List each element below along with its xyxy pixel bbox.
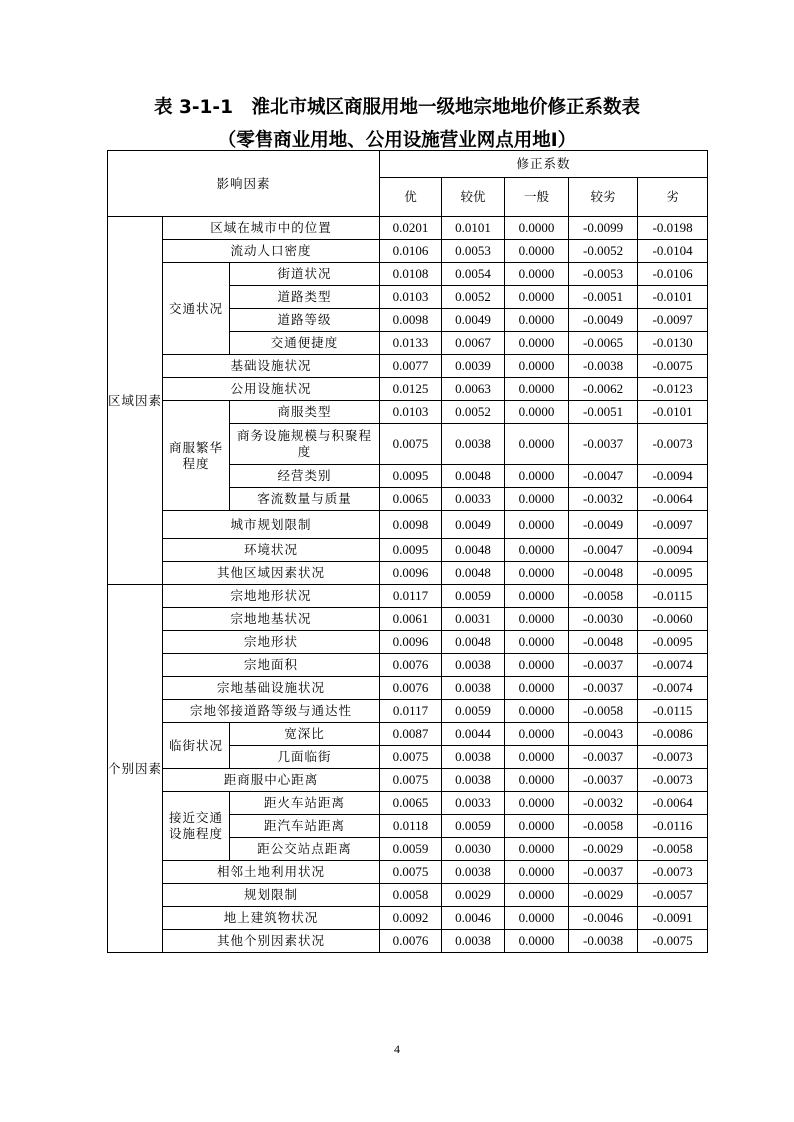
value-cell: -0.0095 [638,562,708,585]
value-cell: 0.0098 [380,511,442,539]
factor-label: 距火车站距离 [230,792,380,815]
value-cell: -0.0064 [638,792,708,815]
value-cell: -0.0058 [569,585,638,608]
value-cell: 0.0052 [442,286,505,309]
value-cell: 0.0065 [380,792,442,815]
value-cell: 0.0038 [442,654,505,677]
factor-label: 几面临街 [230,746,380,769]
value-cell: 0.0053 [442,240,505,263]
correction-coefficient-table [107,150,708,953]
value-cell: 0.0048 [442,465,505,488]
value-cell: 0.0000 [505,654,569,677]
value-cell: -0.0099 [569,217,638,240]
value-cell: 0.0000 [505,585,569,608]
value-cell: -0.0123 [638,378,708,401]
value-cell: 0.0030 [442,838,505,861]
value-cell: 0.0000 [505,217,569,240]
value-cell: 0.0095 [380,539,442,562]
value-cell: 0.0038 [442,746,505,769]
table-subtitle: （零售商业用地、公用设施营业网点用地Ⅰ） [217,130,577,151]
value-cell: 0.0117 [380,585,442,608]
factor-label: 相邻土地利用状况 [163,861,380,884]
value-cell: -0.0047 [569,465,638,488]
factor-label: 客流数量与质量 [230,488,380,511]
value-cell: 0.0096 [380,631,442,654]
value-cell: 0.0000 [505,465,569,488]
factor-label: 经营类别 [230,465,380,488]
value-cell: 0.0075 [380,861,442,884]
subgroup-frontage: 临街状况 [163,723,230,769]
factor-label: 宗地面积 [163,654,380,677]
value-cell: 0.0000 [505,401,569,424]
value-cell: -0.0051 [569,286,638,309]
value-cell: 0.0000 [505,355,569,378]
value-cell: -0.0091 [638,907,708,930]
value-cell: 0.0033 [442,488,505,511]
value-cell: 0.0000 [505,700,569,723]
factor-label: 道路类型 [230,286,380,309]
value-cell: 0.0065 [380,488,442,511]
value-cell: -0.0048 [569,562,638,585]
value-cell: 0.0000 [505,769,569,792]
factor-label: 宗地地形状况 [163,585,380,608]
value-cell: -0.0037 [569,424,638,465]
factor-label: 宽深比 [230,723,380,746]
value-cell: -0.0106 [638,263,708,286]
value-cell: -0.0095 [638,631,708,654]
value-cell: -0.0074 [638,654,708,677]
value-cell: 0.0029 [442,884,505,907]
value-cell: 0.0038 [442,930,505,953]
value-cell: 0.0117 [380,700,442,723]
value-cell: 0.0038 [442,677,505,700]
value-cell: -0.0058 [638,838,708,861]
factor-label: 其他个别因素状况 [163,930,380,953]
level-header: 较劣 [569,178,638,217]
value-cell: 0.0061 [380,608,442,631]
value-cell: -0.0062 [569,378,638,401]
value-cell: -0.0029 [569,884,638,907]
value-cell: 0.0000 [505,424,569,465]
level-header: 劣 [638,178,708,217]
value-cell: -0.0049 [569,511,638,539]
value-cell: -0.0043 [569,723,638,746]
factor-label: 公用设施状况 [163,378,380,401]
value-cell: -0.0047 [569,539,638,562]
value-cell: 0.0000 [505,746,569,769]
value-cell: -0.0104 [638,240,708,263]
level-header: 一般 [505,178,569,217]
value-cell: -0.0101 [638,401,708,424]
value-cell: 0.0095 [380,465,442,488]
value-cell: 0.0000 [505,240,569,263]
factor-label: 道路等级 [230,309,380,332]
factor-label: 街道状况 [230,263,380,286]
value-cell: -0.0075 [638,355,708,378]
factor-label: 交通便捷度 [230,332,380,355]
factor-label: 环境状况 [163,539,380,562]
value-cell: 0.0052 [442,401,505,424]
factor-label: 宗地邻接道路等级与通达性 [163,700,380,723]
value-cell: 0.0063 [442,378,505,401]
value-cell: 0.0038 [442,861,505,884]
value-cell: -0.0115 [638,585,708,608]
value-cell: -0.0198 [638,217,708,240]
level-header: 优 [380,178,442,217]
value-cell: -0.0037 [569,769,638,792]
value-cell: -0.0115 [638,700,708,723]
value-cell: 0.0000 [505,511,569,539]
value-cell: 0.0106 [380,240,442,263]
value-cell: -0.0097 [638,511,708,539]
factor-label: 距公交站点距离 [230,838,380,861]
value-cell: 0.0000 [505,677,569,700]
factor-header: 影响因素 [108,151,380,217]
value-cell: -0.0065 [569,332,638,355]
value-cell: -0.0052 [569,240,638,263]
factor-label: 商务设施规模与积聚程度 [230,424,380,465]
value-cell: 0.0103 [380,286,442,309]
value-cell: 0.0038 [442,424,505,465]
value-cell: 0.0000 [505,907,569,930]
coefficient-header: 修正系数 [380,151,708,178]
value-cell: -0.0058 [569,815,638,838]
value-cell: 0.0096 [380,562,442,585]
value-cell: -0.0049 [569,309,638,332]
value-cell: 0.0098 [380,309,442,332]
value-cell: 0.0049 [442,511,505,539]
subgroup-commerce: 商服繁华程度 [163,401,230,511]
value-cell: 0.0000 [505,723,569,746]
value-cell: 0.0000 [505,286,569,309]
value-cell: -0.0094 [638,465,708,488]
value-cell: 0.0125 [380,378,442,401]
value-cell: 0.0048 [442,562,505,585]
value-cell: 0.0033 [442,792,505,815]
value-cell: -0.0073 [638,769,708,792]
value-cell: -0.0130 [638,332,708,355]
value-cell: 0.0059 [442,585,505,608]
value-cell: -0.0046 [569,907,638,930]
value-cell: -0.0029 [569,838,638,861]
value-cell: -0.0101 [638,286,708,309]
value-cell: -0.0053 [569,263,638,286]
value-cell: -0.0086 [638,723,708,746]
value-cell: 0.0000 [505,838,569,861]
value-cell: 0.0059 [380,838,442,861]
value-cell: 0.0201 [380,217,442,240]
value-cell: 0.0076 [380,930,442,953]
value-cell: 0.0059 [442,700,505,723]
value-cell: 0.0075 [380,746,442,769]
factor-label: 基础设施状况 [163,355,380,378]
factor-label: 城市规划限制 [163,511,380,539]
value-cell: -0.0051 [569,401,638,424]
value-cell: 0.0000 [505,631,569,654]
factor-label: 商服类型 [230,401,380,424]
value-cell: -0.0048 [569,631,638,654]
value-cell: -0.0032 [569,792,638,815]
value-cell: 0.0075 [380,424,442,465]
value-cell: 0.0000 [505,309,569,332]
value-cell: 0.0054 [442,263,505,286]
value-cell: 0.0075 [380,769,442,792]
factor-label: 宗地形状 [163,631,380,654]
subgroup-traffic: 交通状况 [163,263,230,355]
factor-label: 规划限制 [163,884,380,907]
value-cell: 0.0000 [505,815,569,838]
value-cell: -0.0037 [569,654,638,677]
factor-label: 距汽车站距离 [230,815,380,838]
value-cell: 0.0038 [442,769,505,792]
value-cell: -0.0064 [638,488,708,511]
factor-label: 距商服中心距离 [163,769,380,792]
value-cell: 0.0108 [380,263,442,286]
table-title: 表 3-1-1 淮北市城区商服用地一级地宗地地价修正系数表 [154,97,640,118]
value-cell: 0.0039 [442,355,505,378]
value-cell: 0.0076 [380,654,442,677]
value-cell: 0.0000 [505,884,569,907]
value-cell: -0.0075 [638,930,708,953]
value-cell: 0.0059 [442,815,505,838]
page-number: 4 [394,1042,400,1056]
value-cell: 0.0044 [442,723,505,746]
factor-label: 流动人口密度 [163,240,380,263]
value-cell: -0.0097 [638,309,708,332]
value-cell: 0.0000 [505,539,569,562]
value-cell: 0.0077 [380,355,442,378]
value-cell: -0.0116 [638,815,708,838]
value-cell: -0.0032 [569,488,638,511]
level-header: 较优 [442,178,505,217]
value-cell: 0.0048 [442,539,505,562]
value-cell: 0.0076 [380,677,442,700]
value-cell: 0.0058 [380,884,442,907]
value-cell: 0.0067 [442,332,505,355]
value-cell: 0.0000 [505,263,569,286]
value-cell: 0.0087 [380,723,442,746]
value-cell: -0.0060 [638,608,708,631]
value-cell: 0.0103 [380,401,442,424]
value-cell: -0.0057 [638,884,708,907]
value-cell: 0.0000 [505,608,569,631]
value-cell: 0.0046 [442,907,505,930]
value-cell: 0.0049 [442,309,505,332]
value-cell: 0.0000 [505,562,569,585]
value-cell: -0.0037 [569,746,638,769]
factor-label: 宗地地基状况 [163,608,380,631]
category-region: 区域因素 [108,217,163,585]
subgroup-access: 接近交通设施程度 [163,792,230,861]
value-cell: 0.0000 [505,332,569,355]
value-cell: 0.0092 [380,907,442,930]
value-cell: -0.0038 [569,355,638,378]
factor-label: 其他区域因素状况 [163,562,380,585]
factor-label: 地上建筑物状况 [163,907,380,930]
value-cell: 0.0101 [442,217,505,240]
value-cell: -0.0037 [569,677,638,700]
value-cell: 0.0133 [380,332,442,355]
value-cell: 0.0000 [505,930,569,953]
value-cell: -0.0094 [638,539,708,562]
factor-label: 宗地基础设施状况 [163,677,380,700]
value-cell: 0.0000 [505,861,569,884]
factor-label: 区域在城市中的位置 [163,217,380,240]
value-cell: 0.0048 [442,631,505,654]
value-cell: 0.0031 [442,608,505,631]
value-cell: -0.0030 [569,608,638,631]
category-individual: 个别因素 [108,585,163,953]
value-cell: -0.0074 [638,677,708,700]
value-cell: -0.0073 [638,424,708,465]
value-cell: 0.0000 [505,792,569,815]
value-cell: 0.0000 [505,378,569,401]
value-cell: 0.0118 [380,815,442,838]
value-cell: -0.0073 [638,746,708,769]
value-cell: -0.0038 [569,930,638,953]
value-cell: -0.0037 [569,861,638,884]
value-cell: 0.0000 [505,488,569,511]
value-cell: -0.0073 [638,861,708,884]
value-cell: -0.0058 [569,700,638,723]
